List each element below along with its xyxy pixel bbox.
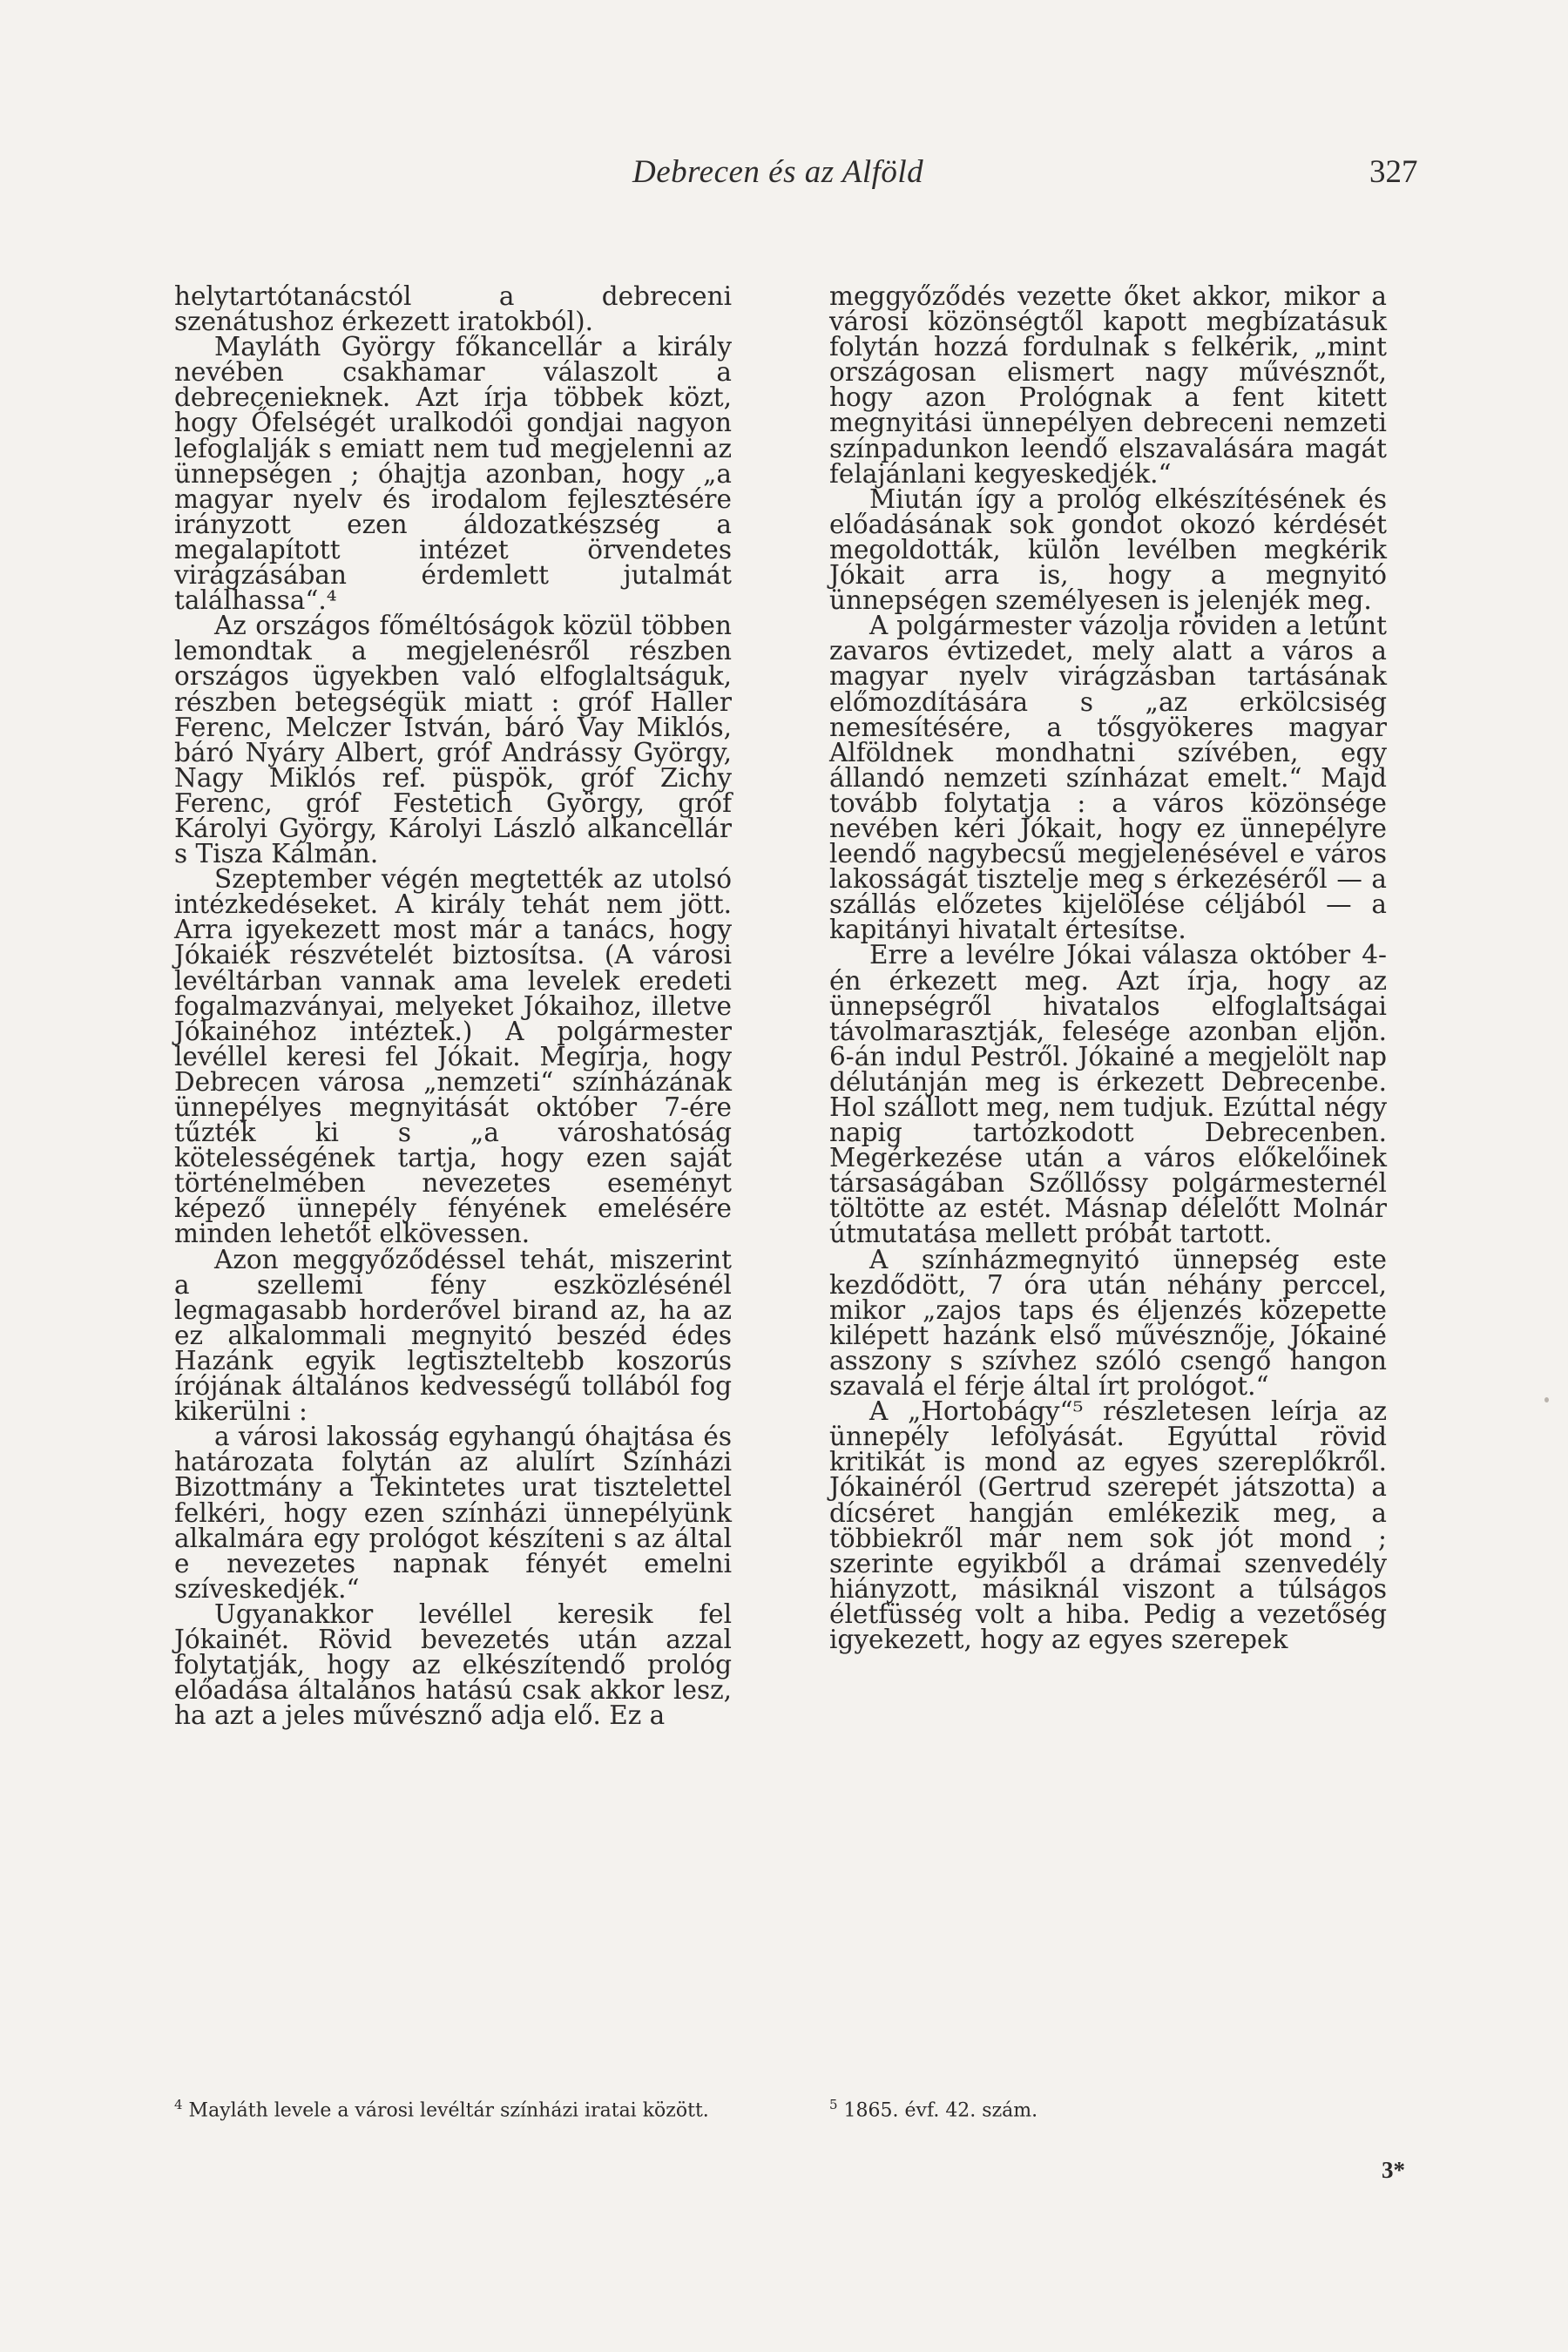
footnote-mark: 5 bbox=[829, 2097, 838, 2112]
signature-mark: 3* bbox=[1382, 2157, 1405, 2183]
paragraph: A polgármester vázolja röviden a letűnt zavaros évtizedet, mely alatt a város a magyar nyelv virágzásban tartásának előmozdítására s „az erkölcsiség nemesítésére, a tősgyökeres magyar Alföldnek mondhatni szívében, egy állandó nemzeti színházat emelt.“ Majd tovább folytatja : a város közönsége nevében kéri Jókait, hogy ez ünnepélyre leendő nagybecsű megjelenésével e város lakosságát tisztelje meg s érkezéséről — a szállás előzetes kijelölése céljából — a kapitányi hivatalt értesítse. bbox=[829, 611, 1387, 945]
paragraph: A színházmegnyitó ünnepség este kezdődött, 7 óra után néhány perccel, mikor „zajos taps és éljenzés közepette kilépett hazánk első művésznője, Jókainé asszony s szívhez szóló csengő hangon szavalá el férje által írt prológot.“ bbox=[829, 1244, 1387, 1402]
footnote-4 bbox=[174, 2092, 732, 2123]
paragraph: Mayláth György főkancellár a király nevében csakhamar válaszolt a debrecenieknek. Azt írja többek közt, hogy Őfelségét uralkodói gondjai nagyon lefoglalják s emiatt nem tud megjelenni az ünnepségen ; óhajtja azonban, hogy „a magyar nyelv és irodalom fejlesztésére irányzott ezen áldozatkészség a megalapított intézet örvendetes virágzásában érdemlett jutalmát találhassa“.⁴ bbox=[174, 332, 732, 616]
paragraph: Ugyanakkor levéllel keresik fel Jókainét. Rövid bevezetés után azzal folytatják, hogy az elkészítendő prológ előadása általános hatású csak akkor lesz, ha azt a jeles művésznő adja elő. Ez a bbox=[174, 1598, 732, 1731]
footnote-text: 1865. évf. 42. szám. bbox=[843, 2099, 1038, 2122]
footnote-text: Mayláth levele a városi levéltár színházi iratai között. bbox=[188, 2099, 709, 2122]
paragraph: helytartótanácstól a debreceni szenátushoz érkezett iratokból). bbox=[174, 281, 732, 337]
footnote-mark: 4 bbox=[174, 2097, 183, 2112]
paragraph: Szeptember végén megtették az utolsó intézkedéseket. A király tehát nem jött. Arra igyekezett most már a tanács, hogy Jókaiék részvételét biztosítsa. (A városi levéltárban vannak ama levelek eredeti fogalmazványai, melyeket Jókaihoz, illetve Jókainéhoz intéztek.) A polgármester levéllel keresi fel Jókait. Megírja, hogy Debrecen városa „nemzeti“ színházának ünnepélyes megnyitását október 7-ére tűzték ki s „a városhatóság kötelességének tartja, hogy ezen saját történelmében nevezetes eseményt képező ünnepély fényének emelésére minden lehetőt elkövessen. bbox=[174, 864, 732, 1249]
running-head: Debrecen és az Alföld bbox=[632, 154, 924, 190]
paragraph: meggyőződés vezette őket akkor, mikor a városi közönségtől kapott megbízatásuk folytán hozzá fordulnak s felkérik, „mint országosan elismert nagy művésznőt, hogy azon Prológnak a fent kitett megnyitási ünnepélyen debreceni nemzeti színpadunkon leendő elszavalására magát felajánlani kegyeskedjék.“ bbox=[829, 281, 1387, 489]
paragraph: a városi lakosság egyhangú óhajtása és határozata folytán az alulírt Színházi Bizottmány a Tekintetes urat tisztelettel felkéri, hogy ezen színházi ünnepélyünk alkalmára egy prológot készíteni s az által e nevezetes napnak fényét emelni szíveskedjék.“ bbox=[174, 1422, 732, 1604]
paragraph: Miután így a prológ elkészítésének és előadásának sok gondot okozó kérdését megoldották, külön levélben megkérik Jókait arra is, hogy a megnyitó ünnepségen személyesen is jelenjék meg. bbox=[829, 483, 1387, 616]
left-column bbox=[174, 281, 732, 1731]
right-column bbox=[829, 281, 1387, 1654]
paragraph: A „Hortobágy“⁵ részletesen leírja az ünnepély lefolyását. Egyúttal rövid kritikát is mond az egyes szereplőkről. Jókainéról (Gertrud szerepét játszotta) a dícséret hangján emlékezik meg, a többiekről már nem sok jót mond ; szerinte egyikből a drámai szenvedély hiányzott, másiknál viszont a túlságos életfüsség volt a hiba. Pedig a vezetőség igyekezett, hogy az egyes szerepek bbox=[829, 1396, 1387, 1654]
paragraph: Erre a levélre Jókai válasza október 4-én érkezett meg. Azt írja, hogy az ünnepségről hivatalos elfoglaltságai távolmarasztják, felesége azonban eljön. 6-án indul Pestről. Jókainé a megjelölt nap délutánján meg is érkezett Debrecenbe. Hol szállott meg, nem tudjuk. Ezúttal négy napig tartózkodott Debrecenben. Megérkezése után a város előkelőinek társaságában Szőllőssy polgármesternél töltötte az estét. Másnap délelőtt Molnár útmutatása mellett próbát tartott. bbox=[829, 940, 1387, 1249]
paragraph: Azon meggyőződéssel tehát, miszerint a szellemi fény eszközlésénél legmagasabb horderővel birand az, ha az ez alkalommali megnyitó beszéd édes Hazánk egyik legtiszteltebb koszorús írójának általános kedvességű tollából fog kikerülni : bbox=[174, 1244, 732, 1427]
page-number: 327 bbox=[1369, 154, 1418, 190]
footnote-5 bbox=[829, 2092, 1387, 2123]
paragraph: Az országos főméltóságok közül többen lemondtak a megjelenésről részben országos ügyekben való elfoglaltságuk, részben betegségük miatt : gróf Haller Ferenc, Melczer István, báró Vay Miklós, báró Nyáry Albert, gróf Andrássy György, Nagy Miklós ref. püspök, gróf Zichy Ferenc, gróf Festetich György, gróf Károlyi György, Károlyi László alkancellár s Tisza Kálmán. bbox=[174, 611, 732, 869]
paper-speck bbox=[1544, 1397, 1549, 1402]
